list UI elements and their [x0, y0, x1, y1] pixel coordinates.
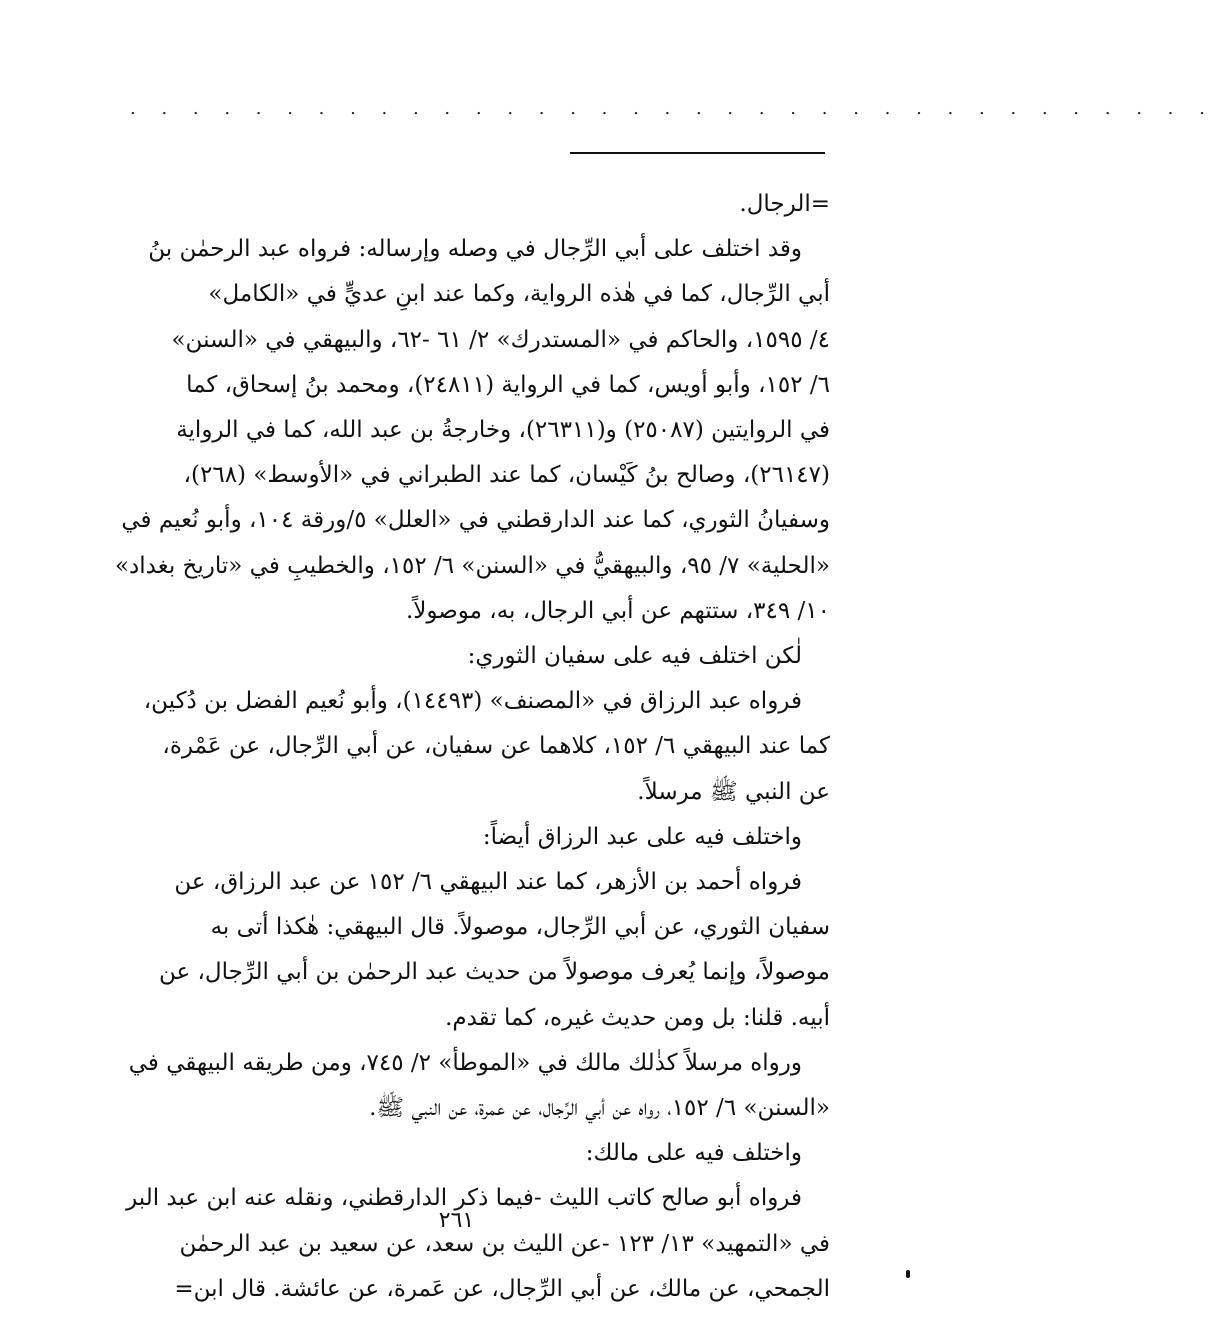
footnote-text: [114, 182, 830, 1312]
text-line: فرواه أبو صالح كاتب الليث -فيما ذكر الدارقطني، ونقله عنه ابن عبد البر: [126, 1185, 802, 1212]
text-line: فرواه عبد الرزاق في «المصنف» (١٤٤٩٣)، وأبو نُعيم الفضل بن دُكين،: [143, 688, 802, 715]
text-line: وقد اختلف على أبي الرِّجال في وصله وإرساله: فرواه عبد الرحمٰن بنُ: [148, 236, 802, 263]
text-line: كما عند البيهقي ٦/ ١٥٢، كلاهما عن سفيان، عن أبي الرِّجال، عن عَمْرة،: [162, 733, 830, 760]
text-line: أبيه. قلنا: بل ومن حديث غيره، كما تقدم.: [445, 1004, 830, 1031]
footnote-rule: [570, 152, 825, 154]
text-line: واختلف فيه على مالك:: [585, 1140, 802, 1167]
text-line: موصولاً، وإنما يُعرف موصولاً من حديث عبد الرحمٰن بن أبي الرِّجال، عن: [158, 959, 830, 986]
text-line: «السنن» ٦/ ١٥٢، رواه عن أبي الرِّجال، عن عمرة، عن النبي ﷺ.: [369, 1095, 830, 1122]
text-line: =الرجال.: [739, 191, 830, 217]
text-line: لٰكن اختلف فيه على سفيان الثوري:: [467, 643, 802, 670]
text-line: ٤/ ١٥٩٥، والحاكم في «المستدرك» ٢/ ٦١ -٦٢، والبيهقي في «السنن»: [171, 326, 830, 353]
text-line: واختلف فيه على عبد الرزاق أيضاً:: [482, 823, 802, 850]
text-line: فرواه أحمد بن الأزهر، كما عند البيهقي ٦/ ١٥٢ عن عبد الرزاق، عن: [174, 869, 802, 896]
text-line: وسفيانُ الثوري، كما عند الدارقطني في «العلل» ٥/ورقة ١٠٤، وأبو نُعيم في: [121, 507, 830, 534]
footnote-separator-dots: . . . . . . . . . . . . . . . . . . . . . . . . . . . . . . . . . . .: [130, 98, 1215, 119]
text-line: في «التمهيد» ١٣/ ١٢٣ -عن الليث بن سعد، عن سعيد بن عبد الرحمٰن: [179, 1230, 830, 1257]
text-line: في الروايتين (٢٥٠٨٧) و(٢٦٣١١)، وخارجةُ بن عبد الله، كما في الرواية: [176, 417, 830, 444]
text-line: أبي الرِّجال، كما في هٰذه الرواية، وكما عند ابنِ عديٍّ في «الكامل»: [208, 281, 830, 308]
text-line: سفيان الثوري، عن أبي الرِّجال، موصولاً. قال البيهقي: هٰكذا أتى به: [210, 914, 830, 941]
text-line: (٢٦١٤٧)، وصالح بنُ كَيْسان، كما عند الطبراني في «الأوسط» (٢٦٨)،: [183, 462, 830, 489]
margin-mark: [906, 1270, 910, 1278]
text-line: عن النبي ﷺ مرسلاً.: [637, 778, 830, 805]
text-line: «الحلية» ٧/ ٩٥، والبيهقيُّ في «السنن» ٦/ ١٥٢، والخطيبِ في «تاريخ بغداد»: [114, 552, 830, 579]
text-line: ١٠/ ٣٤٩، ستتهم عن أبي الرجال، به، موصولاً.: [405, 597, 830, 624]
text-line: ورواه مرسلاً كذٰلك مالك في «الموطأ» ٢/ ٧٤٥، ومن طريقه البيهقي في: [128, 1049, 802, 1076]
text-line: الجمحي، عن مالك، عن أبي الرِّجال، عن عَمرة، عن عائشة. قال ابن=: [174, 1275, 830, 1302]
text-line: ٦/ ١٥٢، وأبو أويس، كما في الرواية (٢٤٨١١)، ومحمد بنُ إسحاق، كما: [186, 371, 830, 398]
page-number: ٢٦١: [438, 1208, 475, 1233]
